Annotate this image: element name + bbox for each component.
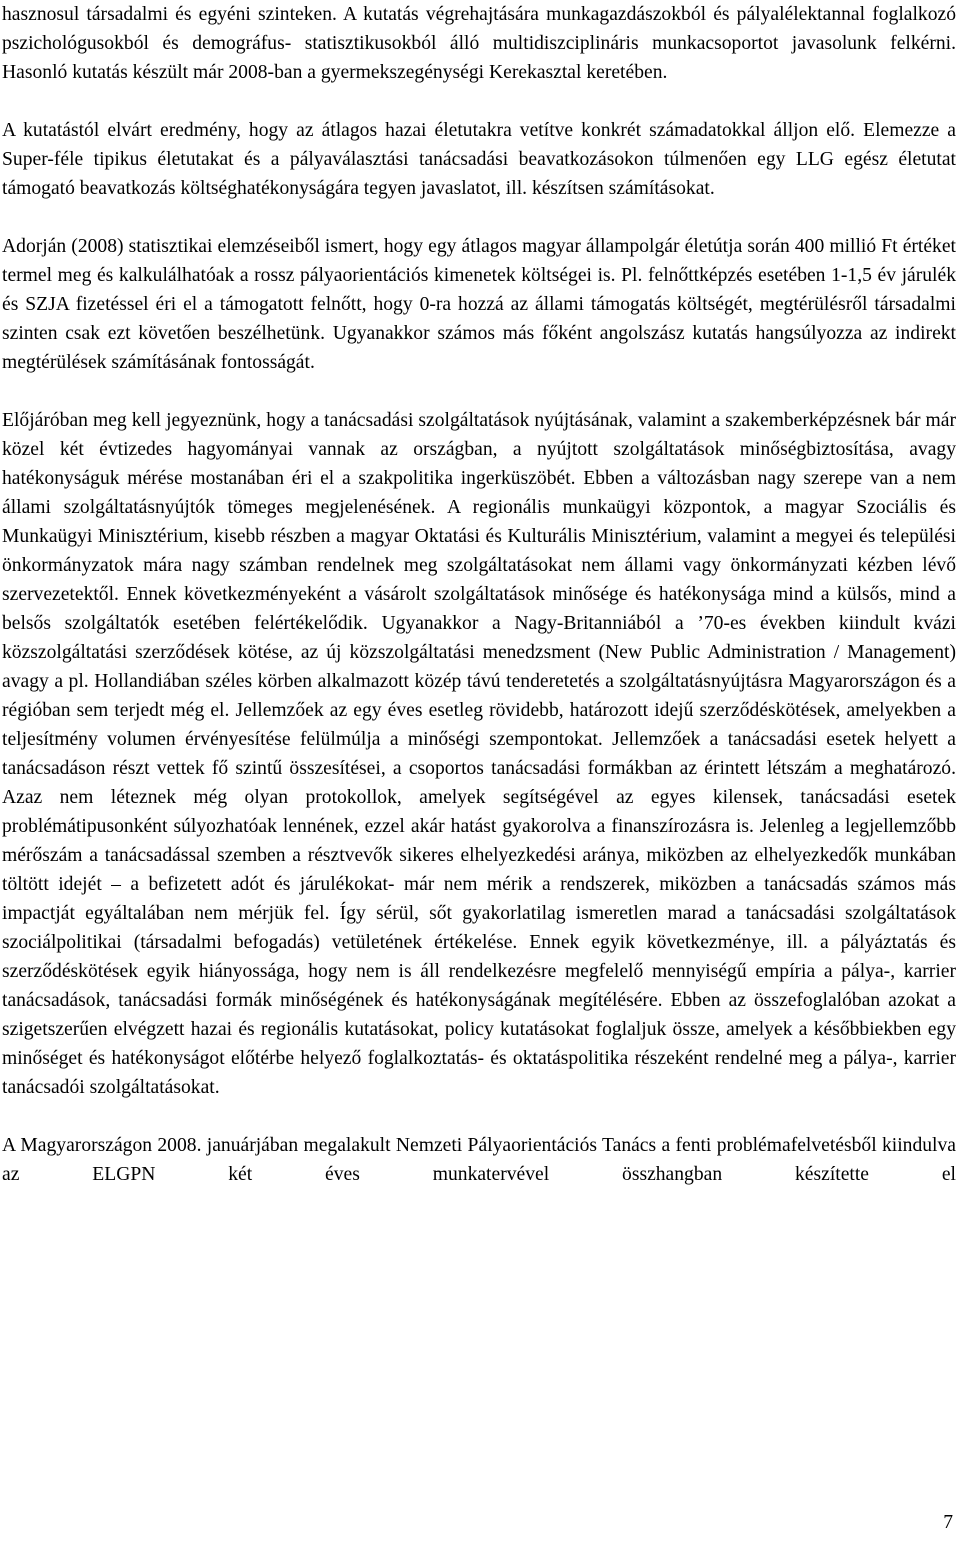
paragraph-3: Adorján (2008) statisztikai elemzéseiből ismert, hogy egy átlagos magyar állampolgár életútja során 400 millió Ft értéket termel meg és kalkulálhatóak a rossz pályaorientációs kimenetek költségei is. Pl. felnőttképzés esetében 1-1,5 év járulék és SZJA fizetéssel éri el a támogatott felnőtt, hogy 0-ra hozzá az állami támogatás költségét, megtérülésről társadalmi szinten csak ezt követően beszélhetünk. Ugyanakkor számos más főként angolszász kutatás hangsúlyozza az indirekt megtérülések számításának fontosságát. [2, 236, 956, 373]
paragraph-1: hasznosul társadalmi és egyéni szinteken. A kutatás végrehajtására munkagazdászokból és pályalélektannal foglalkozó pszichológusokból és demográfus- statisztikusokból álló multidiszciplináris munkacsoportot javasolunk felkérni. Hasonló kutatás készült már 2008-ban a gyermekszegénységi Kerekasztal keretében. [2, 4, 956, 83]
page-number: 7 [943, 1512, 953, 1533]
paragraph-2: A kutatástól elvárt eredmény, hogy az átlagos hazai életutakra vetítve konkrét számadatokkal álljon elő. Elemezze a Super-féle tipikus életutakat és a pályaválasztási tanácsadási beavatkozásokon túlmenően egy LLG egész életutat támogató beavatkozás költséghatékonyságára tegyen javaslatot, ill. készítsen számításokat. [2, 120, 956, 199]
body-text [2, 0, 956, 1189]
paragraph-5: A Magyarországon 2008. januárjában megalakult Nemzeti Pályaorientációs Tanács a fenti problémafelvetésből kiindulva az ELGPN két éves munkatervével összhangban készítette el [2, 1135, 956, 1185]
paragraph-4: Előjáróban meg kell jegyeznünk, hogy a tanácsadási szolgáltatások nyújtásának, valamint a szakemberképzésnek bár már közel két évtizedes hagyományai vannak az országban, a nyújtott szolgáltatások minőségbiztosítása, avagy hatékonyságuk mérése mostanában éri el a szakpolitika ingerküszöbét. Ebben a változásban nagy szerepe van a nem állami szolgáltatásnyújtók tömeges megjelenésének. A regionális munkaügyi központok, a magyar Szociális és Munkaügyi Minisztérium, kisebb részben a magyar Oktatási és Kulturális Minisztérium, valamint a megyei és települési önkormányzatok mára nagy számban rendelnek meg szolgáltatásokat nem állami vagy önkormányzati kézben lévő szervezetektől. Ennek következményeként a vásárolt szolgáltatások minősége és hatékonysága mind a külsős, mind a belsős szolgáltatók esetében felértékelődik. Ugyanakkor a Nagy-Britanniából a ’70-es években kiindult kvázi közszolgáltatási szerződések kötése, az új közszolgáltatási menedzsment (New Public Administration / Management) avagy a pl. Hollandiában széles körben alkalmazott közép távú tenderetetés a szolgáltatásnyújtásra Magyarországon és a régióban sem terjedt még el. Jellemzőek az egy éves esetleg rövidebb, határozott idejű szerződéskötések, amelyekben a teljesítmény volumen érvényesítése felülmúlja a minőségi szempontokat. Jellemzőek a tanácsadási esetek helyett a tanácsadáson részt vettek fő szintű összesítései, a csoportos tanácsadási formákban az érintett létszám a meghatározó. Azaz nem léteznek még olyan protokollok, amelyek segítségével az egyes kilensek, tanácsadási esetek problémátipusonként súlyozhatóak lennének, ezzel akár hatást gyakorolva a finanszírozásra is. Jelenleg a legjellemzőbb mérőszám a tanácsadással szemben a résztvevők sikeres elhelyezkedési aránya, miközben az elhelyezkedők munkában töltött idejét – a befizetett adót és járulékokat- már nem mérik a rendszerek, miközben a tanácsadás számos más impactját egyáltalában nem mérjük fel. Így sérül, sőt gyakorlatilag ismeretlen marad a tanácsadási szolgáltatások szociálpolitikai (társadalmi befogadás) vetületének értékelése. Ennek egyik következménye, ill. a pályáztatás és szerződéskötések egyik hiányossága, hogy nem is áll rendelkezésre megfelelő mennyiségű empíria a pálya-, karrier tanácsadások, tanácsadási formák minőségének és hatékonyságának megítélésére. Ebben az összefoglalóban azokat a szigetszerűen elvégzett hazai és regionális kutatásokat, policy kutatásokat foglaljuk össze, amelyek a későbbiekben egy minőséget és hatékonyságot előtérbe helyező foglalkoztatás- és oktatáspolitika részeként rendelné meg a pálya-, karrier tanácsadói szolgáltatásokat. [2, 410, 956, 1098]
